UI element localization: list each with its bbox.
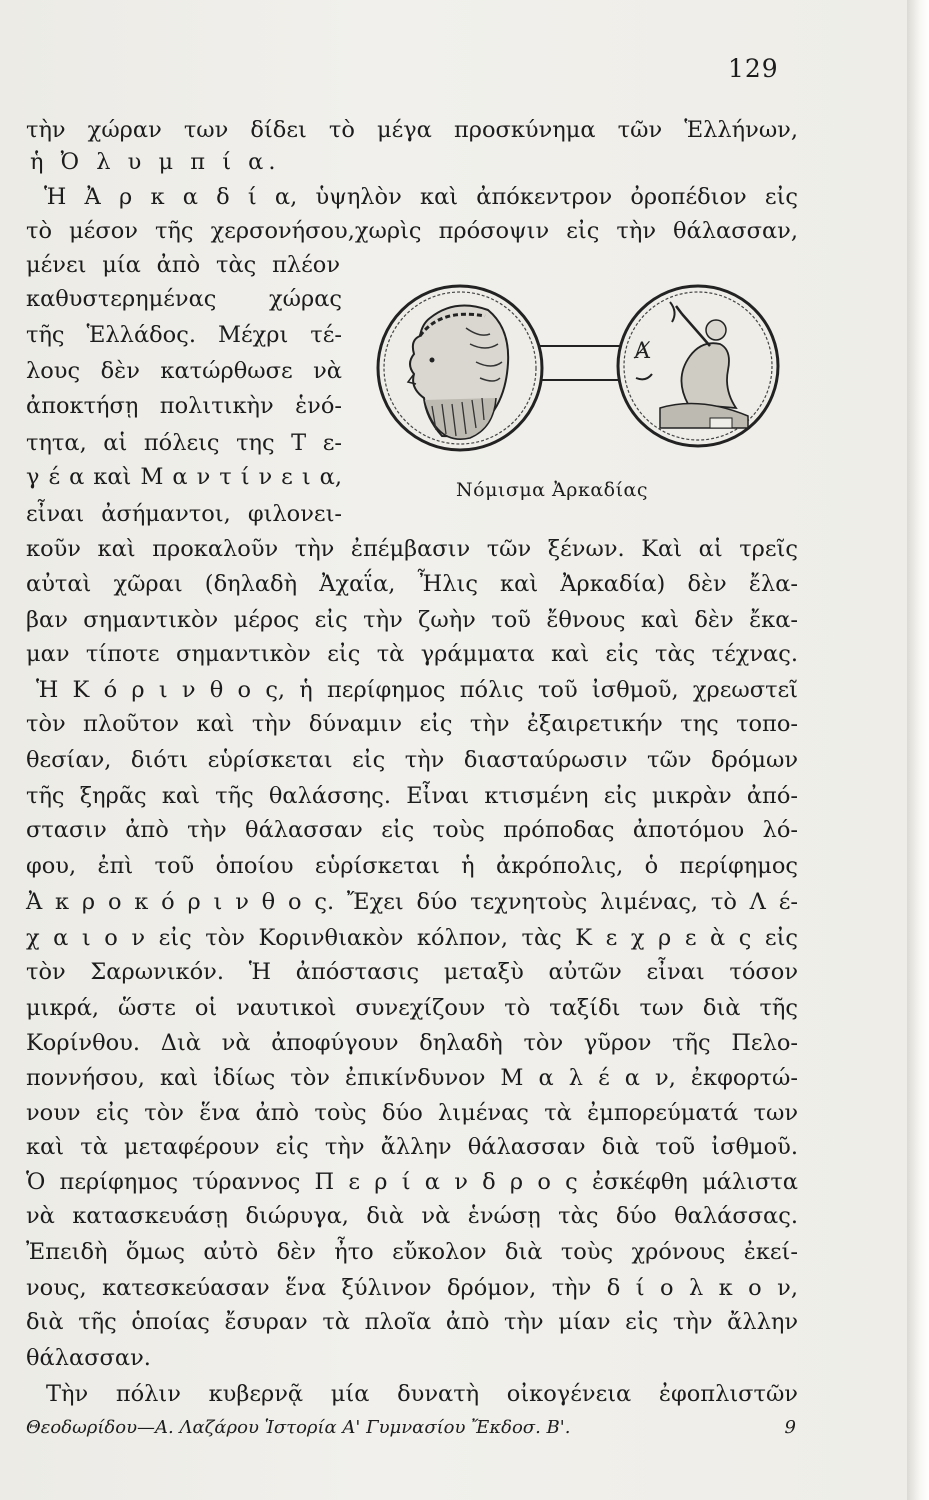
text-line: τὸν Σαρωνικόν. Ἡ ἀπόστασις μεταξὺ αὐτῶν εἶναι τόσον: [26, 959, 798, 985]
text-line: στασιν ἀπὸ τὴν θάλασσαν εἰς τοὺς πρόποδας ἀποτόμου λό-: [26, 817, 798, 843]
text-line: ποννήσου, καὶ ἰδίως τὸν ἐπικίνδυνον Μ α λ έ α ν, ἐκφορτώ-: [26, 1065, 798, 1091]
text-line: Ἐπειδὴ ὅμως αὐτὸ δὲν ἦτο εὔκολον διὰ τοὺς χρόνους ἐκεί-: [26, 1239, 798, 1265]
text-line: Ὁ περίφημος τύραννος Π ε ρ ί α ν δ ρ ο ς ἐσκέφθη μάλιστα: [26, 1169, 798, 1195]
seated-pan-coin-icon: [618, 286, 778, 446]
text-line: χ α ι ο ν εἰς τὸν Κορινθιακὸν κόλπον, τὰς Κ ε χ ρ ε ὰ ς εἰς: [26, 925, 798, 951]
text-line: μικρά, ὥστε οἱ ναυτικοὶ συνεχίζουν τὸ ταξίδι των διὰ τῆς: [26, 995, 798, 1021]
text-line: τὸν πλοῦτον καὶ τὴν δύναμιν εἰς τὴν ἐξαιρετικήν της τοπο-: [26, 711, 798, 737]
text-line: καὶ τὰ μεταφέρουν εἰς τὴν ἄλλην θάλασσαν διὰ τοῦ ἰσθμοῦ.: [26, 1134, 798, 1160]
coin-illustration: [370, 278, 790, 508]
text-line: τητα, αἱ πόλεις της Τ ε-: [26, 430, 342, 456]
coin-monogram: Ⱥ: [634, 339, 650, 364]
text-line: Ἀ κ ρ ο κ ό ρ ι ν θ ο ς. Ἔχει δύο τεχνητοὺς λιμένας, τὸ Λ έ-: [26, 889, 798, 915]
text-line: βαν σημαντικὸν μέρος εἰς τὴν ζωὴν τοῦ ἔθνους καὶ δὲν ἔκα-: [26, 607, 798, 633]
text-line: τὴν χώραν των δίδει τὸ μέγα προσκύνημα τῶν Ἑλλήνων,: [26, 117, 798, 143]
text-line: γ έ α καὶ Μ α ν τ ί ν ε ι α,: [26, 464, 342, 490]
text-line: τῆς Ἑλλάδος. Μέχρι τέ-: [26, 322, 342, 348]
text-line: τὸ μέσον τῆς χερσονήσου,χωρὶς πρόσοψιν εἰς τὴν θάλασσαν,: [26, 218, 798, 244]
text-line: μαν τίποτε σημαντικὸν εἰς τὰ γράμματα καὶ εἰς τὰς τέχνας.: [26, 641, 798, 667]
text-line: νους, κατεσκεύασαν ἕνα ξύλινον δρόμον, τὴν δ ί ο λ κ ο ν,: [26, 1275, 798, 1301]
text-line: αὐταὶ χῶραι (δηλαδὴ Ἀχαΐα, Ἦλις καὶ Ἀρκαδία) δὲν ἔλα-: [26, 571, 798, 597]
zeus-head-coin-icon: [378, 286, 542, 450]
page-footer: [26, 1417, 796, 1438]
text-line: φου, ἐπὶ τοῦ ὁποίου εὑρίσκεται ἡ ἀκρόπολις, ὁ περίφημος: [26, 853, 798, 879]
text-line: θάλασσαν.: [26, 1345, 151, 1371]
text-line: ἀποκτήσῃ πολιτικὴν ἑνό-: [26, 393, 342, 419]
figure-caption: Νόμισμα Ἀρκαδίας: [456, 479, 649, 501]
text-line: διὰ τῆς ὁποίας ἔσυραν τὰ πλοῖα ἀπὸ τὴν μίαν εἰς τὴν ἄλλην: [26, 1309, 798, 1335]
footer-citation: Θεοδωρίδου—Α. Λαζάρου Ἱστορία Α' Γυμνασίου Ἔκδοσ. Β'.: [26, 1417, 571, 1438]
text-line: τῆς ξηρᾶς καὶ τῆς θαλάσσης. Εἶναι κτισμένη εἰς μικρὰν ἀπό-: [26, 783, 798, 809]
text-line: ἡ Ὀ λ υ μ π ί α.: [30, 149, 281, 175]
text-line: Ἡ Κ ό ρ ι ν θ ο ς, ἡ περίφημος πόλις τοῦ ἰσθμοῦ, χρεωστεῖ: [36, 677, 798, 703]
text-line: Κορίνθου. Διὰ νὰ ἀποφύγουν δηλαδὴ τὸν γῦρον τῆς Πελο-: [26, 1030, 798, 1056]
text-line: νουν εἰς τὸν ἕνα ἀπὸ τοὺς δύο λιμένας τὰ ἐμπορεύματά των: [26, 1100, 798, 1126]
text-line: θεσίαν, διότι εὑρίσκεται εἰς τὴν διασταύρωσιν τῶν δρόμων: [26, 747, 798, 773]
text-line: Τὴν πόλιν κυβερνᾷ μία δυνατὴ οἰκογένεια ἐφοπλιστῶν: [46, 1381, 798, 1407]
text-line: νὰ κατασκευάσῃ διώρυγα, διὰ νὰ ἑνώσῃ τὰς δύο θαλάσσας.: [26, 1203, 798, 1229]
page-number: 129: [728, 54, 779, 83]
text-line: εἶναι ἀσήμαντοι, φιλονει-: [26, 501, 342, 527]
text-line: κοῦν καὶ προκαλοῦν τὴν ἐπέμβασιν τῶν ξένων. Καὶ αἱ τρεῖς: [26, 536, 798, 562]
text-line: καθυστερημένας χώρας: [26, 286, 342, 312]
page-edge: [907, 0, 929, 1500]
text-line: λους δὲν κατώρθωσε νὰ: [26, 358, 342, 384]
footer-signature-mark: 9: [784, 1417, 796, 1438]
text-line: Ἡ Ἀ ρ κ α δ ί α, ὑψηλὸν καὶ ἀπόκεντρον ὀροπέδιον εἰς: [44, 184, 798, 210]
text-line: μένει μία ἀπὸ τὰς πλέον: [26, 252, 340, 278]
